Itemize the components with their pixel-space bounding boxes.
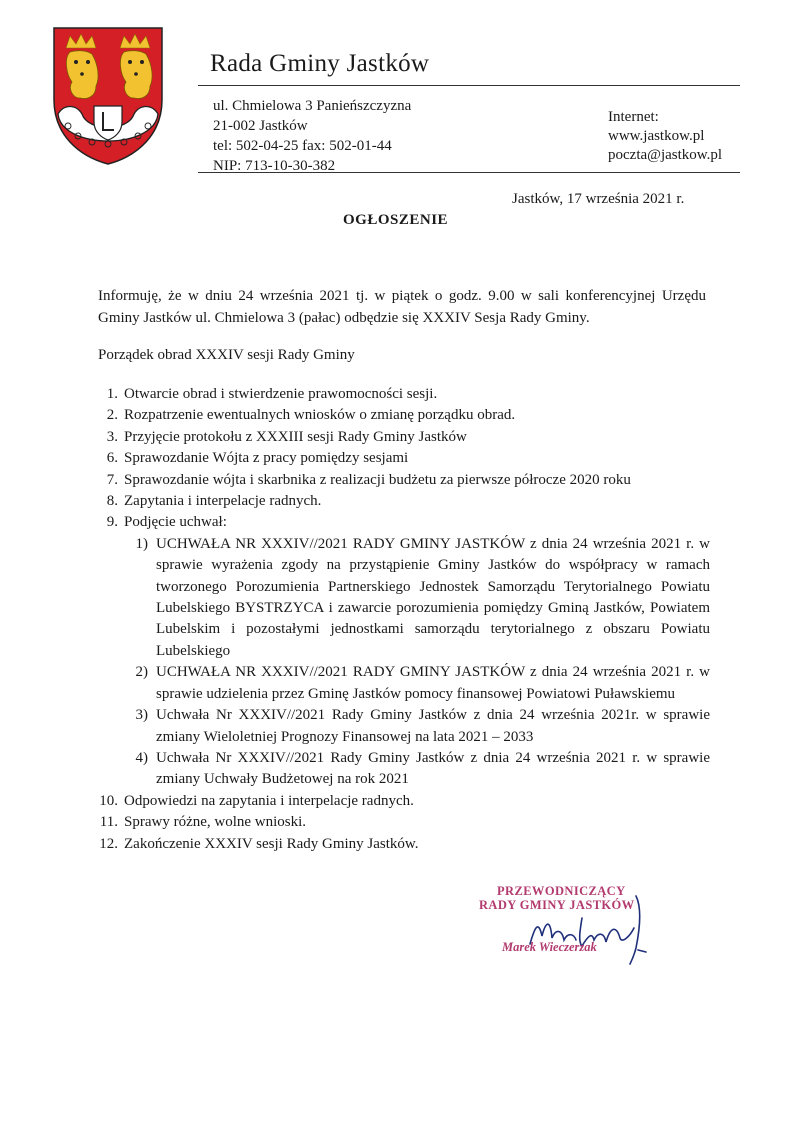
agenda-item: 7. Sprawozdanie wójta i skarbnika z realizacji budżetu za pierwsze półrocze 2020 roku xyxy=(106,471,631,488)
stamp-title: PRZEWODNICZĄCY xyxy=(497,884,626,898)
contact-label: Internet: xyxy=(608,109,659,125)
header-divider-bottom xyxy=(198,172,740,173)
stamp-name: Marek Wieczerzak xyxy=(502,940,597,954)
agenda-list xyxy=(80,384,710,855)
coat-of-arms-icon xyxy=(48,22,168,167)
agenda-item: 3. Przyjęcie protokołu z XXXIII sesji Rady Gminy Jastków xyxy=(106,428,467,445)
resolution-item: 4) Uchwała Nr XXXIV//2021 Rady Gminy Jastków z dnia 24 września 2021 r. w sprawie zmiany Uchwały Budżetowej na rok 2021 xyxy=(135,749,710,788)
agenda-item: 9. Podjęcie uchwał: xyxy=(106,514,227,531)
address-nip: NIP: 713-10-30-382 xyxy=(213,158,336,174)
agenda-item: 10. Odpowiedzi na zapytania i interpelacje radnych. xyxy=(99,792,414,809)
address-postal: 21-002 Jastków xyxy=(213,118,308,134)
address-block xyxy=(213,96,411,176)
document-date: Jastków, 17 września 2021 r. xyxy=(512,191,685,207)
contact-website: www.jastkow.pl xyxy=(608,128,705,144)
agenda-item: 12. Zakończenie XXXIV sesji Rady Gminy Jastków. xyxy=(99,835,419,852)
resolution-item: 2) UCHWAŁA NR XXXIV//2021 RADY GMINY JASTKÓW z dnia 24 września 2021 r. w sprawie udzielenia przez Gminę Jastków pomocy finansowej Powiatowi Puławskiemu xyxy=(135,664,710,702)
address-street: ul. Chmielowa 3 Panieńszczyzna xyxy=(213,98,412,114)
contact-email: poczta@jastkow.pl xyxy=(608,147,723,163)
agenda-item: 11. Sprawy różne, wolne wnioski. xyxy=(99,814,307,831)
page-title: Rada Gminy Jastków xyxy=(210,50,430,77)
header-divider-top xyxy=(198,85,740,86)
resolution-item: 1) UCHWAŁA NR XXXIV//2021 RADY GMINY JASTKÓW z dnia 24 września 2021 r. w sprawie wyrażenia zgody na przystąpienie Gminy Jastków do współpracy w ramach tworzonego Porozumienia Partnerskiego Jednostek Samorządu Terytorialnego Powiatu Lubelskiego BYSTRZYCA i zawarcie porozumienia pomiędzy Gminą Jastków, Powiatem Lubelskim i pozostałymi jednostkami samorządu terytorialnego z obszaru Powiatu Lubelskiego xyxy=(135,535,710,659)
intro-paragraph: Informuję, że w dniu 24 września 2021 tj. w piątek o godz. 9.00 w sali konferencyjnej Urzędu Gminy Jastków ul. Chmielowa 3 (pałac) odbędzie się XXXIV Sesja Rady Gminy. xyxy=(98,288,706,326)
agenda-item: 6. Sprawozdanie Wójta z pracy pomiędzy sesjami xyxy=(106,450,409,467)
document-heading: OGŁOSZENIE xyxy=(343,212,449,228)
agenda-title: Porządek obrad XXXIV sesji Rady Gminy xyxy=(98,347,355,363)
agenda-item: 8. Zapytania i interpelacje radnych. xyxy=(106,493,322,510)
agenda-item: 2. Rozpatrzenie ewentualnych wniosków o zmianę porządku obrad. xyxy=(106,407,516,424)
agenda-item: 1. Otwarcie obrad i stwierdzenie prawomocności sesji. xyxy=(106,386,438,402)
chairman-stamp xyxy=(458,884,658,964)
resolution-item: 3) Uchwała Nr XXXIV//2021 Rady Gminy Jastków z dnia 24 września 2021r. w sprawie zmiany Wieloletniej Prognozy Finansowej na lata 2021 – 2033 xyxy=(135,707,710,745)
address-phone-fax: tel: 502-04-25 fax: 502-01-44 xyxy=(213,138,392,154)
stamp-council: RADY GMINY JASTKÓW xyxy=(479,898,635,912)
contact-block xyxy=(608,108,722,165)
